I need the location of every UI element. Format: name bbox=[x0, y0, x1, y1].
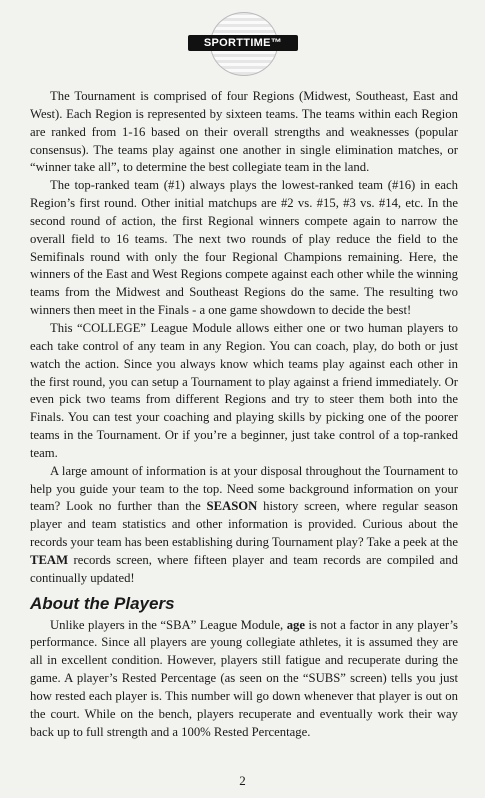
page-number: 2 bbox=[239, 773, 246, 788]
paragraph-players bbox=[30, 617, 458, 742]
text-run: is not a factor in any player’s performance. Since all players are young collegiate athletes, it is assumed they are all in excellent condition. However, players still fatigue and recuperate during the game. A player’s Rested Percentage (as seen on the “SUBS” screen) tells you just how rested each player is. This number will go down whenever that player is out on the court. While on the bench, players recuperate and eventually work their way back up to full strength and a 100% Rested Percentage. bbox=[30, 617, 458, 739]
page-content bbox=[30, 88, 458, 742]
text-run: history screen, where regular season player and team statistics and other information is provided. Curious about the records your team has been establishing during Tournament play? Take a peek at the bbox=[30, 499, 458, 550]
age-keyword: age bbox=[286, 617, 306, 632]
paragraph-module: This “COLLEGE” League Module allows either one or two human players to each take control of any team in any Region. You can coach, play, do both or just watch the action. Since you always know which teams play against each other in the first round, you can setup a Tournament to play against a friend immediately. Or even pick two teams from different Regions and try to steer them both into the Finals. You can test your coaching and playing skills by picking one of the poorer teams in the Tournament. Or if you’re a beginner, just take control of a top-ranked team. bbox=[30, 320, 458, 460]
team-keyword: TEAM bbox=[30, 552, 69, 567]
paragraph-information bbox=[30, 463, 458, 588]
text-run: records screen, where fifteen player and team records are compiled and continually updated! bbox=[30, 552, 458, 585]
logo-text: SPORTTIME™ bbox=[188, 35, 298, 51]
paragraph-tournament: The Tournament is comprised of four Regions (Midwest, Southeast, East and West). Each Region is represented by sixteen teams. The teams within each Region are ranked from 1-16 based on their overall strengths and weaknesses (popular consensus). The teams play against one another in single elimination matches, or “winner take all”, to determine the best collegiate team in the land. bbox=[30, 89, 458, 175]
text-run: A large amount of information is at your disposal throughout the Tournament to help you guide your team to the top. Need some background information on your team? Look no further than the bbox=[30, 463, 458, 514]
sporttime-logo bbox=[188, 10, 298, 76]
section-heading: About the Players bbox=[30, 593, 175, 613]
text-run: Unlike players in the “SBA” League Module, bbox=[50, 617, 287, 632]
paragraph-matchups: The top-ranked team (#1) always plays the lowest-ranked team (#16) in each Region’s first round. Other initial matchups are #2 vs. #15, #3 vs. #14, etc. In the second round of action, the first Regional winners compete again to narrow the overall field to 16 teams. The next two rounds of play reduce the field to the Semifinals round with only the four Regional Champions remaining. Here, the winners of the East and West Regions compete against each other while the winning teams from the Midwest and Southeast Regions do the same. The resulting two winners then meet in the Finals - a one game showdown to decide the best! bbox=[30, 178, 458, 318]
season-keyword: SEASON bbox=[206, 499, 258, 514]
